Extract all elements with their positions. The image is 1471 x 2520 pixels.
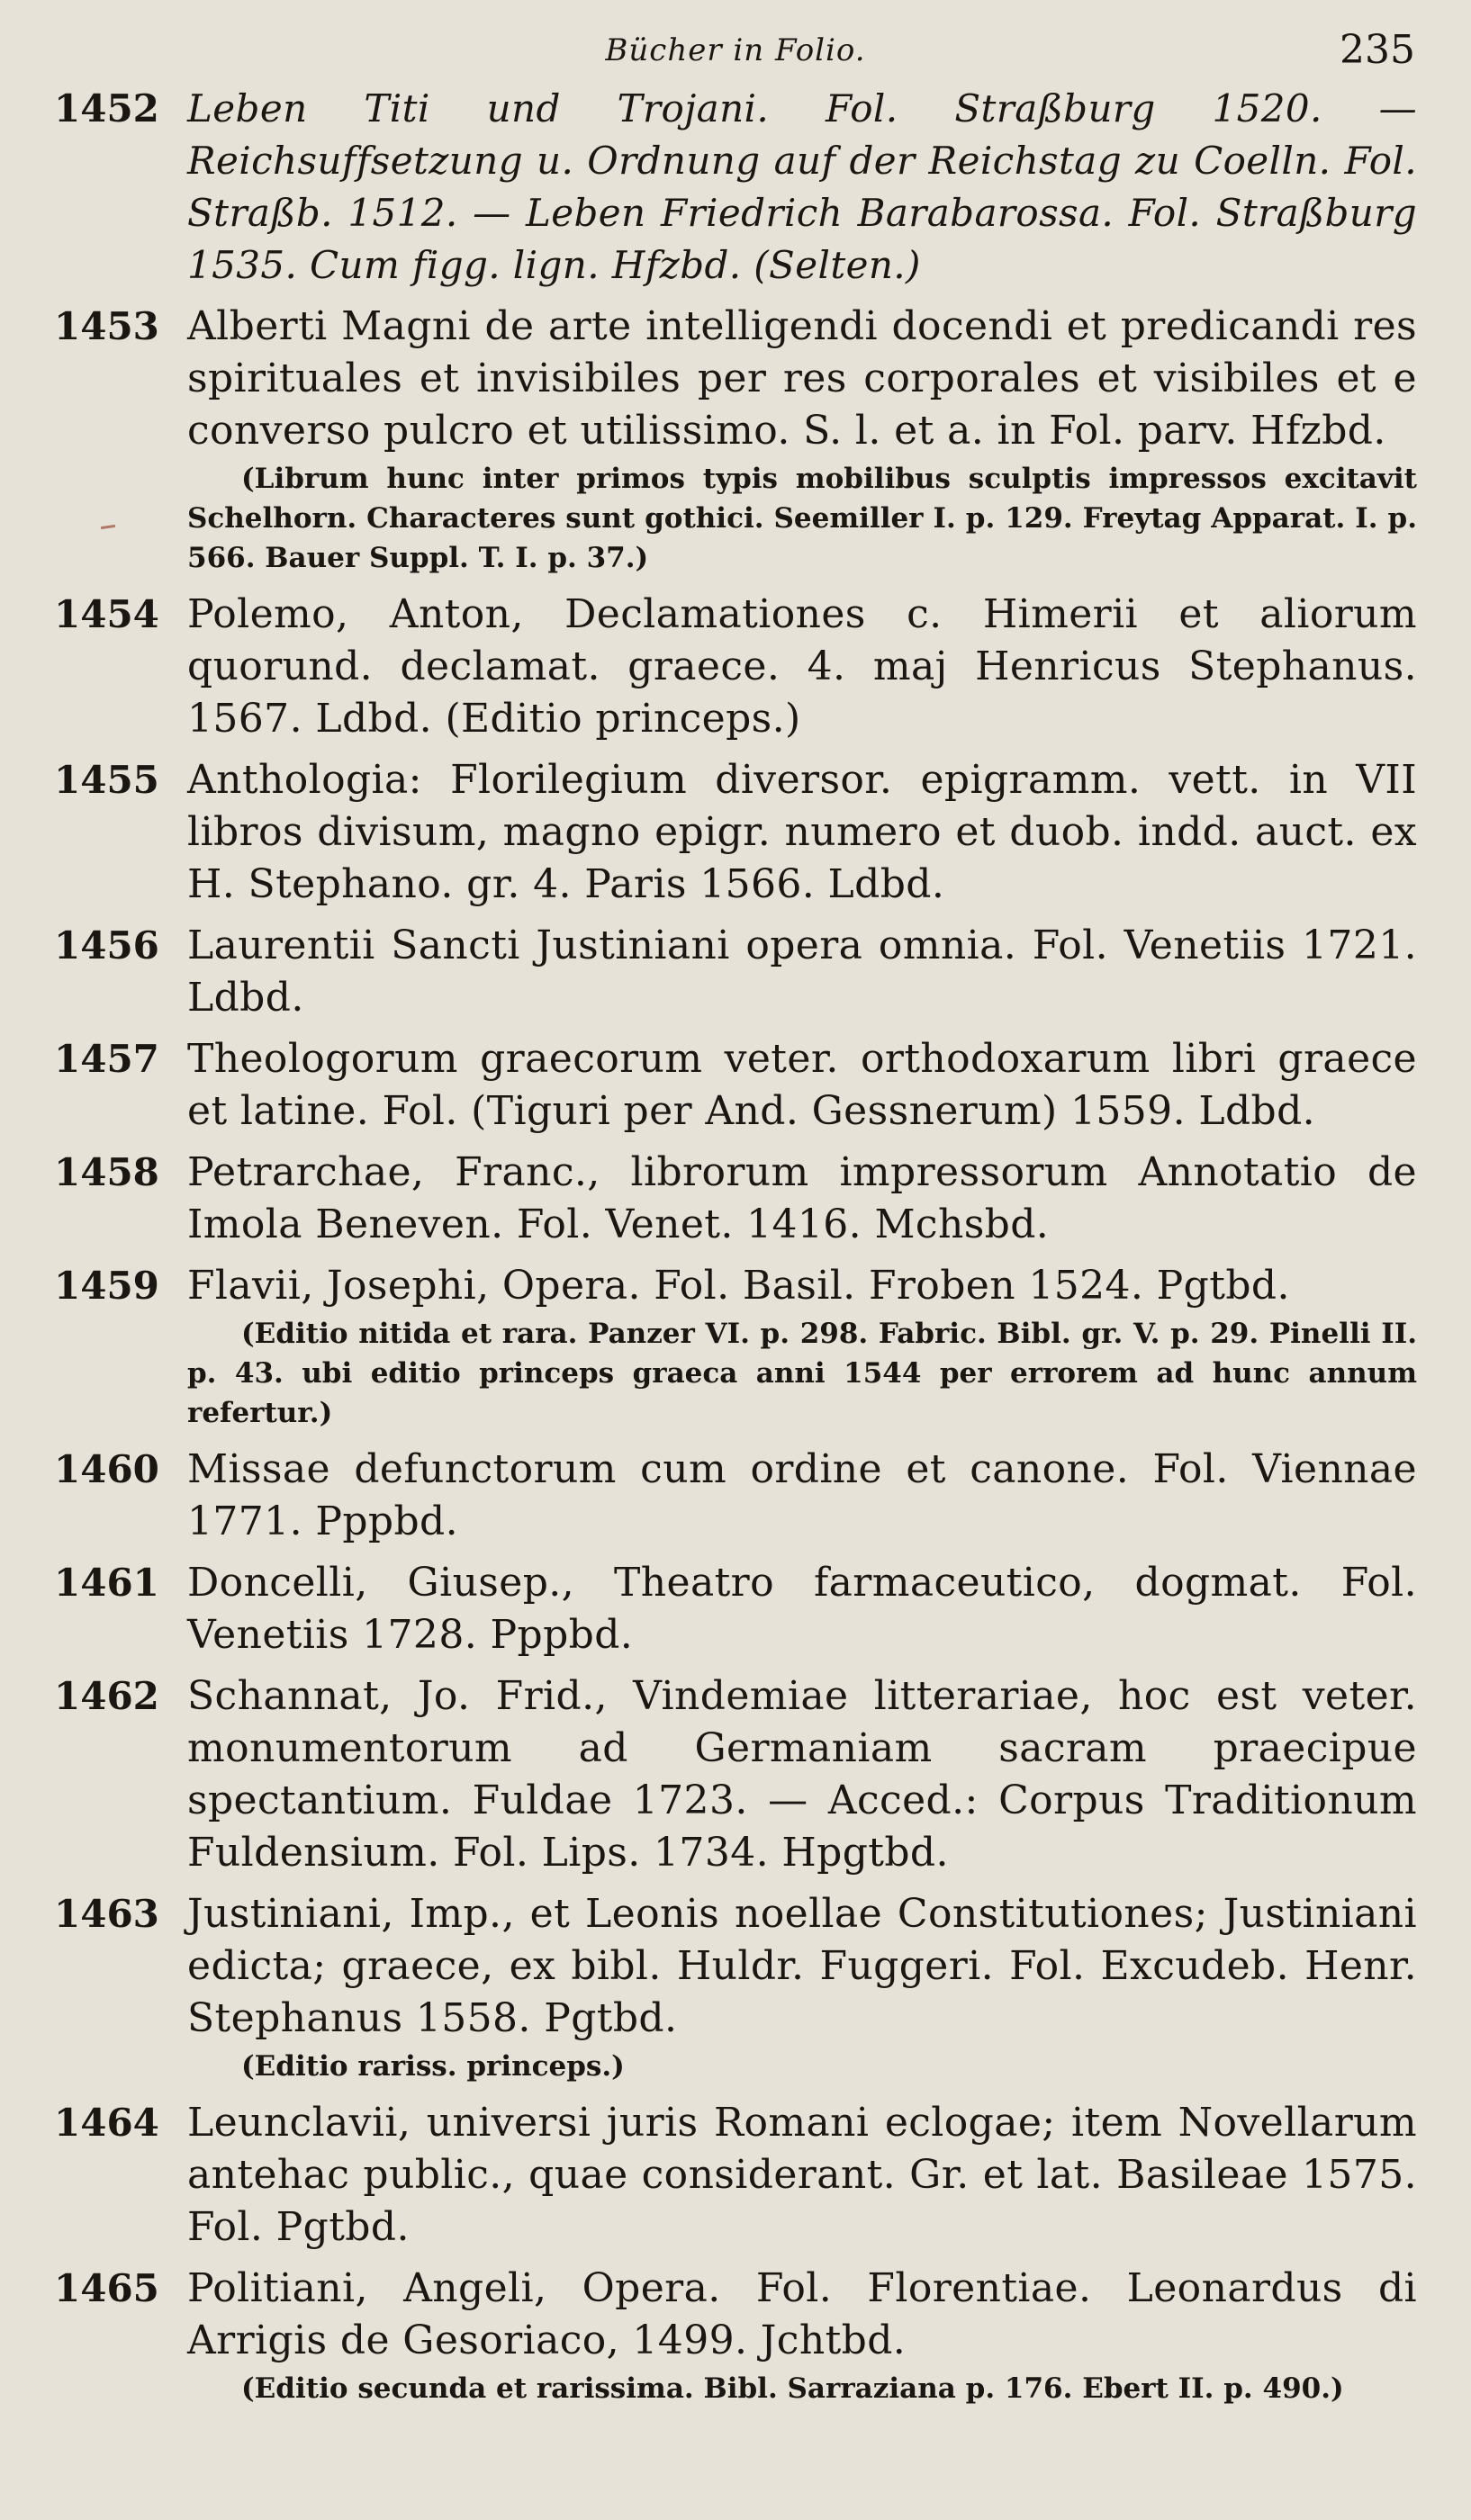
entry-number: 1455 [54, 758, 159, 802]
entry-body [187, 1260, 1417, 1435]
entry-text: Anthologia: Florilegium diversor. epigramm. vett. in VII libros divisum, magno epigr. numero et duob. indd. auct. ex H. Stephano. gr. 4. Paris 1566. Ldbd. [187, 757, 1417, 907]
catalog-entry [54, 301, 1417, 580]
catalog-entry [54, 1147, 1417, 1251]
entry-text: Petrarchae, Franc., librorum impressorum Annotatio de Imola Beneven. Fol. Venet. 1416. Mchsbd. [187, 1149, 1417, 1247]
entry-text: Leben Titi und Trojani. Fol. Straßburg 1520. — Reichsuffsetzung u. Ordnung auf der Reichstag zu Coelln. Fol. Straßb. 1512. — Leben Friedrich Barabarossa. Fol. Straßburg 1535. Cum figg. lign. Hfzbd. (Selten.) [187, 86, 1417, 287]
entry-text: Flavii, Josephi, Opera. Fol. Basil. Froben 1524. Pgtbd. [187, 1263, 1290, 1309]
entry-body [187, 1444, 1417, 1548]
entry-number: 1458 [54, 1150, 159, 1194]
entry-body [187, 754, 1417, 911]
entry-number: 1459 [54, 1264, 159, 1308]
entry-number: 1453 [54, 304, 159, 348]
catalog-entry [54, 1260, 1417, 1435]
entry-text: Doncelli, Giusep., Theatro farmaceutico, dogmat. Fol. Venetiis 1728. Pppbd. [187, 1560, 1417, 1658]
entry-number: 1464 [54, 2101, 159, 2145]
entry-body [187, 1033, 1417, 1138]
entry-list [54, 83, 1417, 2410]
entry-text: Laurentii Sancti Justiniani opera omnia. Fol. Venetiis 1721. Ldbd. [187, 922, 1417, 1021]
entry-body [187, 1147, 1417, 1251]
entry-body [187, 2263, 1417, 2410]
catalog-entry [54, 2263, 1417, 2410]
catalog-entry [54, 589, 1417, 745]
entry-note: (Editio nitida et rara. Panzer VI. p. 298. Fabric. Bibl. gr. V. p. 29. Pinelli II. p. 43. ubi editio princeps graeca anni 1544 per errorem ad hunc annum refertur.) [187, 1318, 1417, 1429]
entry-body [187, 83, 1417, 292]
entry-body [187, 589, 1417, 745]
entry-text: Theologorum graecorum veter. orthodoxarum libri graece et latine. Fol. (Tiguri per And. Gessnerum) 1559. Ldbd. [187, 1036, 1417, 1134]
entry-body [187, 1557, 1417, 1661]
entry-number: 1454 [54, 592, 159, 636]
entry-text: Politiani, Angeli, Opera. Fol. Florentiae. Leonardus di Arrigis de Gesoriaco, 1499. Jchtbd. [187, 2265, 1417, 2363]
page-number: 235 [1340, 27, 1415, 73]
entry-body [187, 1888, 1417, 2088]
catalog-entry [54, 1670, 1417, 1879]
catalog-entry [54, 754, 1417, 911]
entry-body [187, 1670, 1417, 1879]
catalog-entry [54, 920, 1417, 1024]
entry-number: 1460 [54, 1447, 159, 1491]
catalog-entry [54, 1033, 1417, 1138]
catalog-entry [54, 2097, 1417, 2254]
entry-number: 1463 [54, 1892, 159, 1936]
entry-number: 1456 [54, 923, 159, 968]
entry-text: Polemo, Anton, Declamationes c. Himerii et aliorum quorund. declamat. graece. 4. maj Henricus Stephanus. 1567. Ldbd. (Editio princeps.) [187, 591, 1417, 742]
running-head [54, 20, 1417, 77]
catalog-entry [54, 83, 1417, 292]
catalog-entry [54, 1444, 1417, 1548]
entry-text: Schannat, Jo. Frid., Vindemiae litterariae, hoc est veter. monumentorum ad Germaniam sacram praecipue spectantium. Fuldae 1723. — Acced.: Corpus Traditionum Fuldensium. Fol. Lips. 1734. Hpgtbd. [187, 1673, 1417, 1876]
entry-note: (Editio rariss. princeps.) [241, 2050, 625, 2083]
entry-number: 1462 [54, 1674, 159, 1718]
entry-text: Alberti Magni de arte intelligendi docendi et predicandi res spirituales et invisibiles per res corporales et visibiles et e converso pulcro et utilissimo. S. l. et a. in Fol. parv. Hfzbd. [187, 303, 1417, 454]
entry-text: Leunclavii, universi juris Romani eclogae; item Novellarum antehac public., quae considerant. Gr. et lat. Basileae 1575. Fol. Pgtbd. [187, 2100, 1417, 2250]
entry-note: (Editio secunda et rarissima. Bibl. Sarraziana p. 176. Ebert II. p. 490.) [241, 2372, 1344, 2405]
entry-text: Missae defunctorum cum ordine et canone. Fol. Viennae 1771. Pppbd. [187, 1446, 1417, 1544]
entry-number: 1465 [54, 2266, 159, 2310]
entry-text: Justiniani, Imp., et Leonis noellae Constitutiones; Justiniani edicta; graece, ex bibl. Huldr. Fuggeri. Fol. Excudeb. Henr. Stephanus 1558. Pgtbd. [187, 1891, 1417, 2041]
entry-note: (Librum hunc inter primos typis mobilibus sculptis impressos excitavit Schelhorn. Characteres sunt gothici. Seemiller I. p. 129. Freytag Apparat. I. p. 566. Bauer Suppl. T. I. p. 37.) [187, 463, 1417, 574]
entry-number: 1461 [54, 1561, 159, 1605]
entry-number: 1457 [54, 1037, 159, 1081]
entry-body [187, 301, 1417, 580]
catalog-entry [54, 1557, 1417, 1661]
running-title: Bücher in Folio. [605, 32, 866, 68]
catalog-entry [54, 1888, 1417, 2088]
entry-body [187, 2097, 1417, 2254]
entry-body [187, 920, 1417, 1024]
entry-number: 1452 [54, 86, 159, 130]
